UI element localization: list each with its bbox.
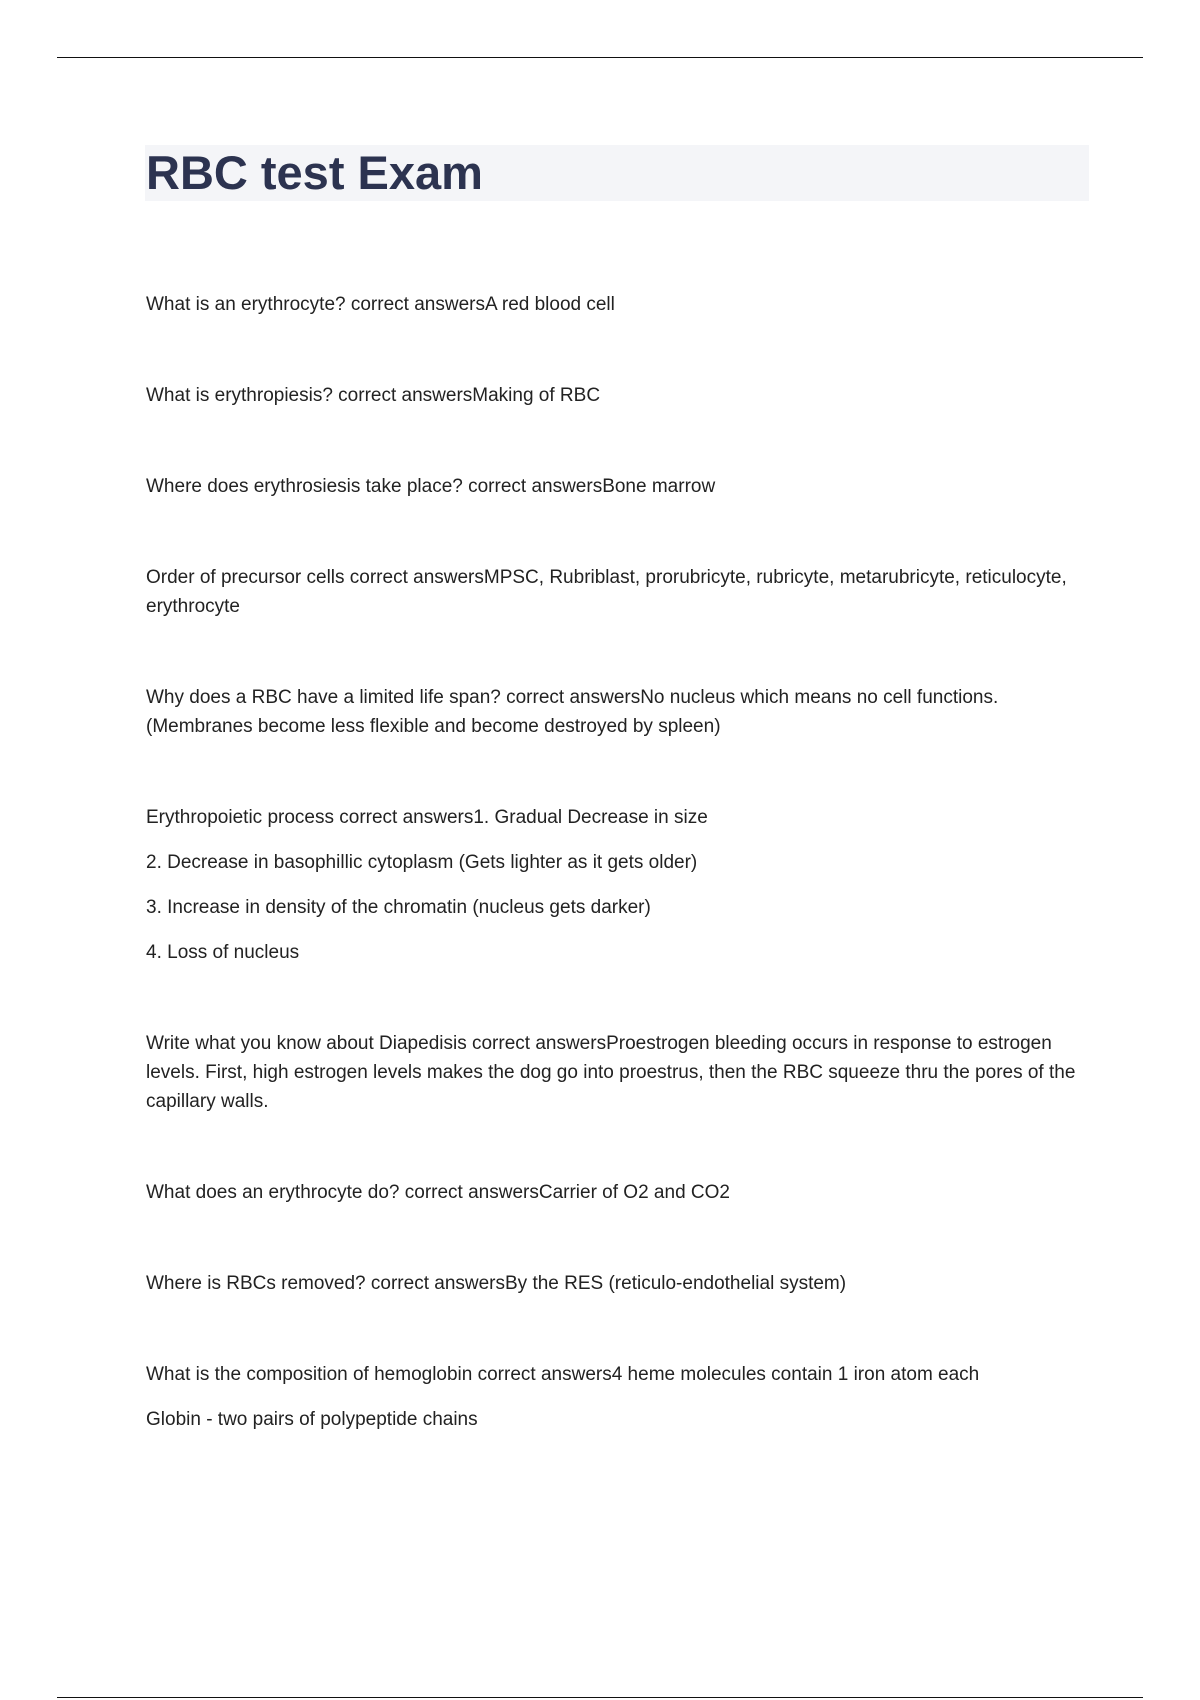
qa-paragraph: 4. Loss of nucleus: [146, 942, 300, 963]
qa-paragraph: What does an erythrocyte do? correct answersCarrier of O2 and CO2: [146, 1182, 730, 1203]
qa-paragraph: What is an erythrocyte? correct answersA red blood cell: [146, 294, 615, 315]
qa-paragraph: Order of precursor cells correct answersMPSC, Rubriblast, prorubricyte, rubricyte, metarubricyte, reticulocyte, erythrocyte: [146, 567, 1067, 617]
qa-paragraph: Where does erythrosiesis take place? correct answersBone marrow: [146, 476, 716, 497]
qa-item: [146, 1269, 1076, 1298]
qa-paragraph: What is erythropiesis? correct answersMaking of RBC: [146, 385, 601, 406]
qa-item: [146, 290, 1076, 319]
qa-paragraph: 3. Increase in density of the chromatin (nucleus gets darker): [146, 897, 651, 918]
qa-item: [146, 472, 1076, 501]
document-body: [146, 290, 1076, 1496]
footer-rule: [57, 1697, 1143, 1698]
qa-item: [146, 803, 1076, 967]
header-rule: [57, 57, 1143, 58]
qa-paragraph: Where is RBCs removed? correct answersBy the RES (reticulo-endothelial system): [146, 1273, 847, 1294]
qa-item: [146, 1360, 1076, 1434]
qa-item: [146, 563, 1076, 621]
qa-paragraph: 2. Decrease in basophillic cytoplasm (Gets lighter as it gets older): [146, 852, 698, 873]
qa-paragraph: Globin - two pairs of polypeptide chains: [146, 1409, 478, 1430]
qa-paragraph: Why does a RBC have a limited life span? correct answersNo nucleus which means no cell functions. (Membranes become less flexible and become destroyed by spleen): [146, 687, 999, 737]
qa-item: [146, 683, 1076, 741]
qa-paragraph: What is the composition of hemoglobin correct answers4 heme molecules contain 1 iron atom each: [146, 1364, 980, 1385]
qa-item: [146, 381, 1076, 410]
qa-paragraph: Write what you know about Diapedisis correct answersProestrogen bleeding occurs in response to estrogen levels. First, high estrogen levels makes the dog go into proestrus, then the RBC squeeze thru the pores of the capillary walls.: [146, 1033, 1076, 1112]
document-title: RBC test Exam: [146, 146, 483, 199]
qa-item: [146, 1029, 1076, 1116]
qa-paragraph: Erythropoietic process correct answers1. Gradual Decrease in size: [146, 807, 708, 828]
qa-item: [146, 1178, 1076, 1207]
